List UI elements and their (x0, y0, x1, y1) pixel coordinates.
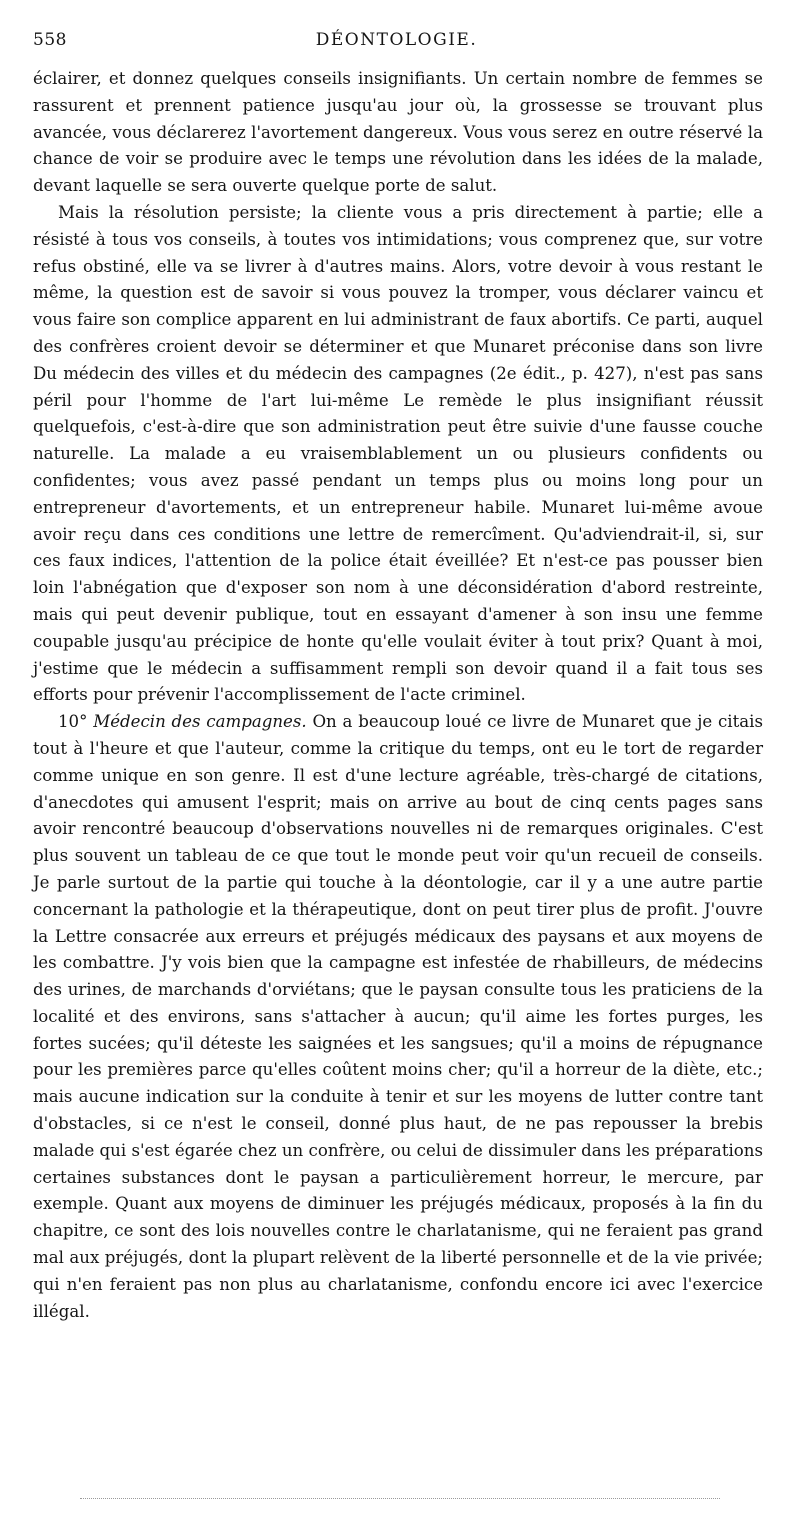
footer-rule (80, 1498, 720, 1499)
paragraph-resolution: Mais la résolution persiste; la cliente vous a pris directement à partie; elle a résisté à tous vos conseils, à toutes vos intimidations; vous comprenez que, sur votre refus obstiné, elle va se livrer à d'autres mains. Alors, votre devoir à vous restant le même, la question est de savoir si vous pouvez la tromper, vous déclarer vaincu et vous faire son complice apparent en lui administrant de faux abortifs. Ce parti, auquel des confrères croient devoir se déterminer et que Munaret préconise dans son livre Du médecin des villes et du médecin des campagnes (2e édit., p. 427), n'est pas sans péril pour l'homme de l'art lui-même Le remède le plus insignifiant réussit quelquefois, c'est-à-dire que son administration peut être suivie d'une fausse couche naturelle. La malade a eu vraisemblablement un ou plusieurs confidents ou confidentes; vous avez passé pendant un temps plus ou moins long pour un entrepreneur d'avortements, et un entrepreneur habile. Munaret lui-même avoue avoir reçu dans ces conditions une lettre de remercîment. Qu'adviendrait-il, si, sur ces faux indices, l'attention de la police était éveillée? Et n'est-ce pas pousser bien loin l'abnégation que d'exposer son nom à une déconsidération d'abord restreinte, mais qui peut devenir publique, tout en essayant d'amener à son insu une femme coupable jusqu'au précipice de honte qu'elle voulait éviter à tout prix? Quant à moi, j'estime que le médecin a suffisamment rempli son devoir quand il a fait tous ses efforts pour prévenir l'accomplissement de l'acte criminel. (33, 202, 763, 705)
body-text (33, 66, 763, 1325)
section-heading: Médecin des campagnes. (93, 712, 307, 732)
page-header (33, 30, 760, 58)
section-body: Médecin des campagnes. On a beaucoup loué ce livre de Munaret que je citais tout à l'heure et que l'auteur, comme la critique du temps, ont eu le tort de regarder comme unique en son genre. Il est d'une lecture agréable, très-chargé de citations, d'anecdotes qui amusent l'esprit; mais on arrive au bout de cinq cents pages sans avoir rencontré beaucoup d'observations nouvelles ni de remarques originales. C'est plus souvent un tableau de ce que tout le monde peut voir qu'un recueil de conseils. Je parle surtout de la partie qui touche à la déontologie, car il y a une autre partie concernant la pathologie et la thérapeutique, dont on peut tirer plus de profit. J'ouvre la Lettre consacrée aux erreurs et préjugés médicaux des paysans et aux moyens de les combattre. J'y vois bien que la campagne est infestée de rhabilleurs, de médecins des urines, de marchands d'orviétans; que le paysan consulte tous les praticiens de la localité et des environs, sans s'attacher à aucun; qu'il aime les fortes purges, les fortes sucées; qu'il déteste les saignées et les sangsues; qu'il a moins de répugnance pour les premières parce qu'elles coûtent moins cher; qu'il a horreur de la diète, etc.; mais aucune indication sur la conduite à tenir et sur les moyens de lutter contre tant d'obstacles, si ce n'est le conseil, donné plus haut, de ne pas repousser la brebis malade qui s'est égarée chez un confrère, ou celui de dissimuler dans les préparations certaines substances dont le paysan a particulièrement horreur, le mercure, par exemple. Quant aux moyens de diminuer les préjugés médicaux, proposés à la fin du chapitre, ce sont des lois nouvelles contre le charlatanisme, qui ne feraient pas grand mal aux préjugés, dont la plupart relèvent de la liberté personnelle et de la vie privée; qui n'en feraient pas non plus au charlatanisme, confondu encore ici avec l'exercice illégal. (33, 712, 763, 1321)
page-number: 558 (33, 30, 67, 50)
running-title: DÉONTOLOGIE. (315, 30, 478, 50)
section-number: 10° (58, 712, 88, 732)
paragraph-medecin-des-campagnes (33, 709, 763, 1325)
paragraph-continuation: éclairer, et donnez quelques conseils insignifiants. Un certain nombre de femmes se rassurent et prennent patience jusqu'au jour où, la grossesse se trouvant plus avancée, vous déclarerez l'avortement dangereux. Vous vous serez en outre réservé la chance de voir se produire avec le temps une révolution dans les idées de la malade, devant laquelle se sera ouverte quelque porte de salut. (33, 69, 763, 196)
